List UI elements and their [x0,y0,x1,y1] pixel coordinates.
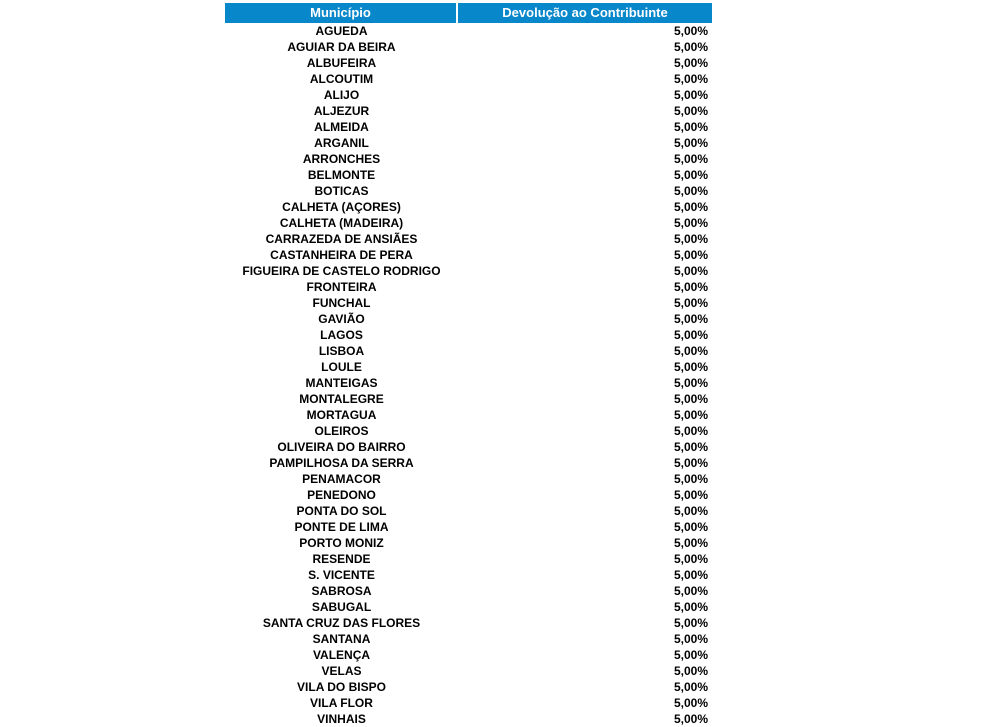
devolucao-cell: 5,00% [673,600,708,614]
devolucao-cell: 5,00% [673,296,708,310]
table-row [225,375,712,391]
table-row [225,695,712,711]
municipio-cell: CALHETA (AÇORES) [282,200,401,214]
table-row [225,119,712,135]
table-row [225,199,712,215]
municipio-cell: PENAMACOR [302,472,381,486]
municipio-cell: RESENDE [312,552,371,566]
municipal-refund-table [225,3,712,727]
municipio-cell: CASTANHEIRA DE PERA [270,248,413,262]
municipio-cell: SABUGAL [311,600,372,614]
devolucao-cell: 5,00% [673,712,708,726]
devolucao-cell: 5,00% [673,520,708,534]
devolucao-cell: 5,00% [673,360,708,374]
table-row [225,247,712,263]
devolucao-cell: 5,00% [673,56,708,70]
municipio-cell: VINHAIS [317,712,366,726]
devolucao-cell: 5,00% [673,312,708,326]
municipio-cell: LISBOA [318,344,365,358]
table-row [225,471,712,487]
table-row [225,87,712,103]
table-row [225,391,712,407]
table-row [225,135,712,151]
devolucao-cell: 5,00% [673,376,708,390]
municipio-cell: MANTEIGAS [305,376,378,390]
table-row [225,295,712,311]
municipio-cell: PENEDONO [307,488,376,502]
devolucao-cell: 5,00% [673,456,708,470]
table-row [225,311,712,327]
devolucao-cell: 5,00% [673,184,708,198]
municipio-cell: FUNCHAL [312,296,371,310]
devolucao-cell: 5,00% [673,328,708,342]
municipio-cell: CARRAZEDA DE ANSIÃES [265,232,418,246]
municipio-cell: CALHETA (MADEIRA) [279,216,404,230]
table-row [225,631,712,647]
devolucao-cell: 5,00% [673,216,708,230]
municipio-cell: ALIJO [323,88,360,102]
municipio-cell: MORTAGUA [306,408,377,422]
column-header-devolucao: Devolução ao Contribuinte [458,3,712,23]
devolucao-cell: 5,00% [673,344,708,358]
devolucao-cell: 5,00% [673,584,708,598]
municipio-cell: AGUEDA [315,24,368,38]
table-row [225,215,712,231]
table-row [225,167,712,183]
devolucao-cell: 5,00% [673,88,708,102]
municipio-cell: ALMEIDA [314,120,369,134]
municipio-cell: PONTE DE LIMA [294,520,389,534]
column-header-municipio: Município [225,3,456,23]
table-row [225,327,712,343]
devolucao-cell: 5,00% [673,280,708,294]
table-row [225,71,712,87]
municipio-cell: S. VICENTE [308,568,375,582]
table-row [225,23,712,39]
devolucao-cell: 5,00% [673,136,708,150]
table-row [225,39,712,55]
table-row [225,455,712,471]
table-row [225,231,712,247]
devolucao-cell: 5,00% [673,72,708,86]
table-row [225,279,712,295]
table-row [225,487,712,503]
table-header-row [225,3,712,23]
devolucao-cell: 5,00% [673,696,708,710]
municipio-cell: GAVIÃO [318,312,365,326]
municipio-cell: VALENÇA [312,648,371,662]
municipio-cell: OLEIROS [314,424,369,438]
table-row [225,407,712,423]
municipio-cell: SABROSA [311,584,372,598]
municipio-cell: PONTA DO SOL [296,504,387,518]
devolucao-cell: 5,00% [673,616,708,630]
devolucao-cell: 5,00% [673,440,708,454]
devolucao-cell: 5,00% [673,120,708,134]
devolucao-cell: 5,00% [673,632,708,646]
municipio-cell: AGUIAR DA BEIRA [287,40,396,54]
municipio-cell: ALBUFEIRA [306,56,377,70]
municipio-cell: SANTA CRUZ DAS FLORES [262,616,421,630]
table-row [225,359,712,375]
devolucao-cell: 5,00% [673,680,708,694]
devolucao-cell: 5,00% [673,104,708,118]
municipio-cell: BELMONTE [307,168,376,182]
municipio-cell: BOTICAS [314,184,369,198]
municipio-cell: SANTANA [312,632,371,646]
devolucao-cell: 5,00% [673,232,708,246]
municipio-cell: PORTO MONIZ [299,536,384,550]
devolucao-cell: 5,00% [673,152,708,166]
municipio-cell: ARGANIL [314,136,369,150]
municipio-cell: VILA DO BISPO [297,680,386,694]
table-row [225,423,712,439]
table-row [225,503,712,519]
municipio-cell: FRONTEIRA [306,280,377,294]
table-row [225,599,712,615]
table-row [225,663,712,679]
devolucao-cell: 5,00% [673,40,708,54]
table-row [225,151,712,167]
table-row [225,55,712,71]
devolucao-cell: 5,00% [673,200,708,214]
devolucao-cell: 5,00% [673,168,708,182]
municipio-cell: ARRONCHES [302,152,381,166]
devolucao-cell: 5,00% [673,392,708,406]
municipio-cell: ALCOUTIM [309,72,374,86]
devolucao-cell: 5,00% [673,664,708,678]
devolucao-cell: 5,00% [673,24,708,38]
table-row [225,711,712,727]
municipio-cell: ALJEZUR [313,104,370,118]
table-row [225,439,712,455]
municipio-cell: VILA FLOR [310,696,373,710]
devolucao-cell: 5,00% [673,488,708,502]
devolucao-cell: 5,00% [673,568,708,582]
municipio-cell: LOULE [321,360,362,374]
devolucao-cell: 5,00% [673,408,708,422]
municipio-cell: FIGUEIRA DE CASTELO RODRIGO [242,264,441,278]
table-row [225,615,712,631]
table-row [225,567,712,583]
devolucao-cell: 5,00% [673,248,708,262]
table-row [225,343,712,359]
devolucao-cell: 5,00% [673,536,708,550]
municipio-cell: OLIVEIRA DO BAIRRO [277,440,406,454]
table-row [225,583,712,599]
table-row [225,103,712,119]
devolucao-cell: 5,00% [673,552,708,566]
table-body [225,23,712,727]
municipio-cell: MONTALEGRE [299,392,384,406]
table-row [225,679,712,695]
table-row [225,647,712,663]
devolucao-cell: 5,00% [673,504,708,518]
municipio-cell: LAGOS [320,328,363,342]
devolucao-cell: 5,00% [673,472,708,486]
devolucao-cell: 5,00% [673,424,708,438]
municipio-cell: VELAS [321,664,362,678]
table-row [225,551,712,567]
table-row [225,183,712,199]
table-row [225,519,712,535]
municipio-cell: PAMPILHOSA DA SERRA [269,456,414,470]
devolucao-cell: 5,00% [673,648,708,662]
table-row [225,263,712,279]
table-row [225,535,712,551]
devolucao-cell: 5,00% [673,264,708,278]
